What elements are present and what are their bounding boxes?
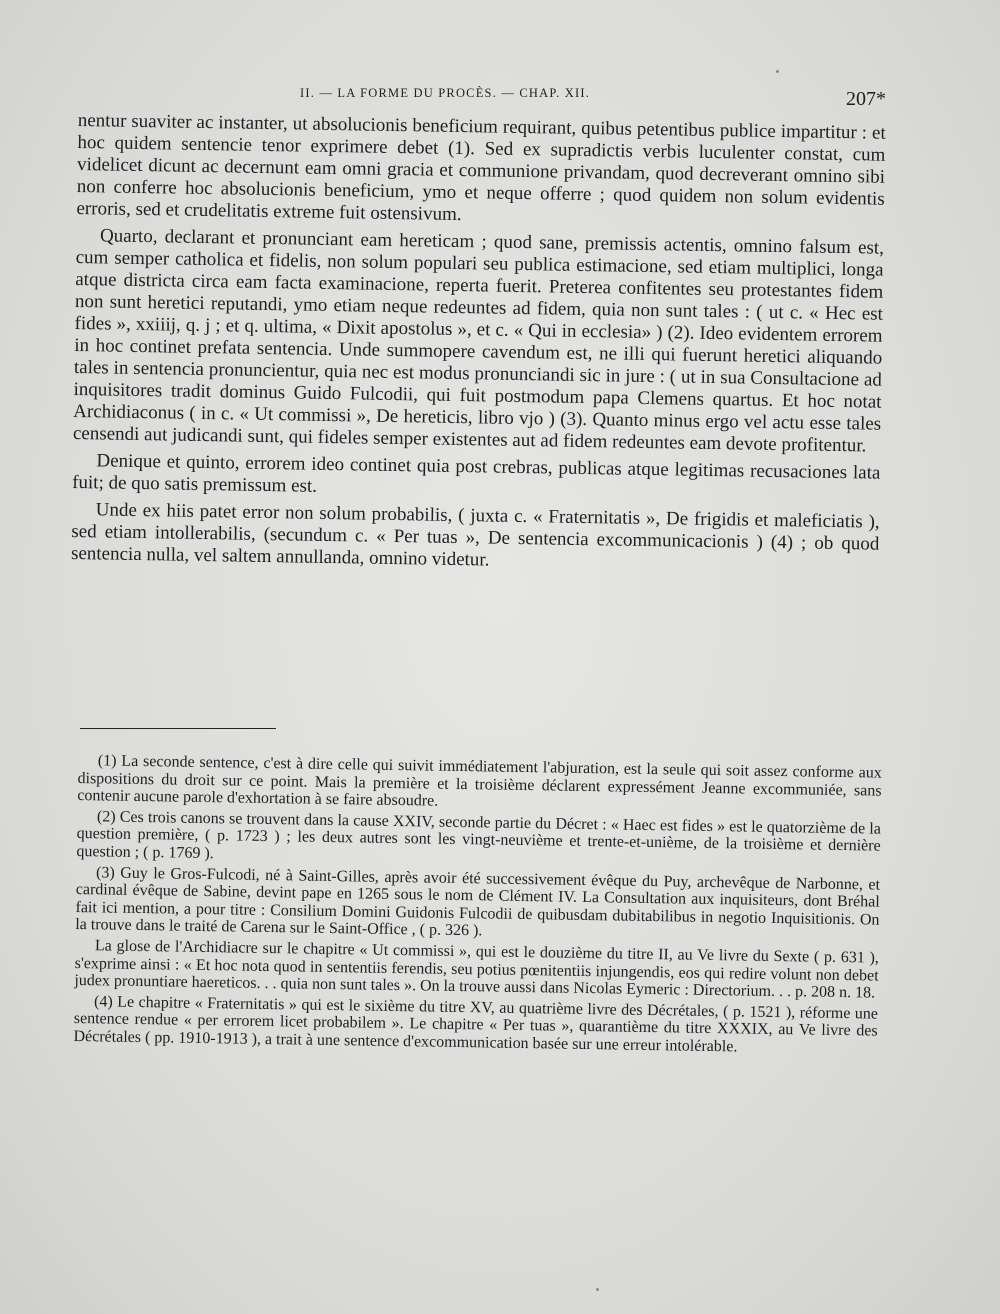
footnote: (4) Le chapitre « Fraternitatis » qui est le sixième du titre XV, au quatrième livre des Décrétales, ( p. 1521 ), réforme une sentence rendue « per errorem licet probabilem ». Le chapitre « Per tuas », quarantième du titre XXXIX, au Ve livre des Décrétales ( pp. 1910-1913 ), a trait à une sentence d'excommunication basée sur une erreur intolérable. — [73, 993, 879, 1056]
footnote: (3) Guy le Gros-Fulcodi, né à Saint-Gilles, après avoir été successivement évêque du Puy, archevêque de Narbonne, et cardinal évêque de Sabine, devint pape en 1265 sous le nom de Clément IV. La Consultation aux inquisiteurs, dont Bréhal fait ici mention, a pour titre : Consilium Domini Guidonis Fulcodii de quibusdam dubitabilibus in negotio Inquisitionis. On la trouve dans le traité de Carena sur le Saint-Office , ( p. 326 ). — [75, 863, 881, 940]
footnote: La glose de l'Archidiacre sur le chapitre « Ut commissi », qui est le douzième du titre II, au Ve livre du Sexte ( p. 631 ), s'exprime ainsi : « Et hoc nota quod in sententiis ferendis, seu potius pœnitentiis injungendis, eos qui redire volunt non debet judex pronuntiare haereticos. . . quia non sunt tales ». On la trouve aussi dans Nicolas Eymeric : Directorium. . . p. 208 n. 18. — [74, 937, 879, 1002]
footnote-separator — [80, 728, 276, 729]
speck-mark — [776, 70, 779, 73]
paragraph: Quarto, declarant et pronunciant eam hereticam ; quod sane, premissis actentis, omnino falsum est, cum semper catholica et fidelis, non solum populari seu publica estimacione, sed etiam multiplici, longa atque districta circa eam facta examinacione, reperta fuerit. Preterea confitentes seu protestantes fidem non sunt heretici reputandi, ymo etiam neque redeuntes ad fidem, quia non sunt tales : ( ut c. « Hec est fides », xxiiij, q. j ; et q. ultima, « Dixit apostolus », et c. « Qui in ecclesia» ) (2). Ideo evidentem errorem in hoc continet prefata sentencia. Unde summopere cavendum est, ne illi qui fuerunt heretici aliquando tales in sentencia pronuncientur, quia nec est modus pronunciandi sic in jure : ( ut in sua Consultacione ad inquisitores tradit dominus Guido Fulcodii, qui fuit postmodum papa Clemens quartus. Et hoc notat Archidiaconus ( in c. « Ut commissi », De hereticis, libro vjo ) (3). Quanto minus ergo vel actu esse tales censendi aut judicandi sunt, qui fideles semper existentes aut ad fidem redeuntes eam devote profitentur. — [72, 225, 885, 457]
page-number: 207* — [846, 88, 886, 110]
paragraph: Denique et quinto, errorem ideo continet quia post crebras, publicas atque legitimas recusaciones lata fuit; de quo satis premissum est. — [71, 450, 881, 497]
footnotes — [73, 752, 882, 1061]
footnote: (1) La seconde sentence, c'est à dire celle qui suivit immédiatement l'abjuration, est la seule qui soit assez conforme aux dispositions du droit sur ce point. Mais la première et la troisième déclarent expressément Jeanne excommuniée, sans contenir aucune parole d'exhortation à se faire absoudre. — [77, 752, 882, 810]
footnote: (2) Ces trois canons se trouvent dans la cause XXIV, seconde partie du Décret : « Haec est fides » est le quatorzième de la question première, ( p. 1723 ) ; les deux autres sont les vingt-neuvième et trente-et-unième, de la troisième et dernière question ; ( p. 1769 ). — [76, 808, 882, 863]
running-head: II. — LA FORME DU PROCÈS. — CHAP. XII. — [300, 86, 591, 100]
speck-mark — [596, 1288, 599, 1291]
paragraph: nentur suaviter ac instanter, ut absolucionis beneficium requirant, quibus petentibus publice impartitur : et hoc quidem sentencie tenor exprimere debet (1). Sed ex supradictis verbis luculenter constat, cum videlicet dicunt ac decernunt eam omni gracia et communione privandam, quod decreverant omnino sibi non conferre hoc absolucionis beneficium, ymo et neque offerre ; quod quidem non solum evidentis erroris, sed et crudelitatis extreme fuit ostensivum. — [76, 110, 886, 226]
main-text — [71, 110, 886, 583]
paragraph: Unde ex hiis patet error non solum probabilis, ( juxta c. « Fraternitatis », De frigidis et maleficiatis ), sed etiam intollerabilis, (secundum c. « Per tuas », De sentencia excommunicacionis ) (4) ; ob quod sentencia nulla, vel saltem annullanda, omnino videtur. — [70, 499, 880, 571]
